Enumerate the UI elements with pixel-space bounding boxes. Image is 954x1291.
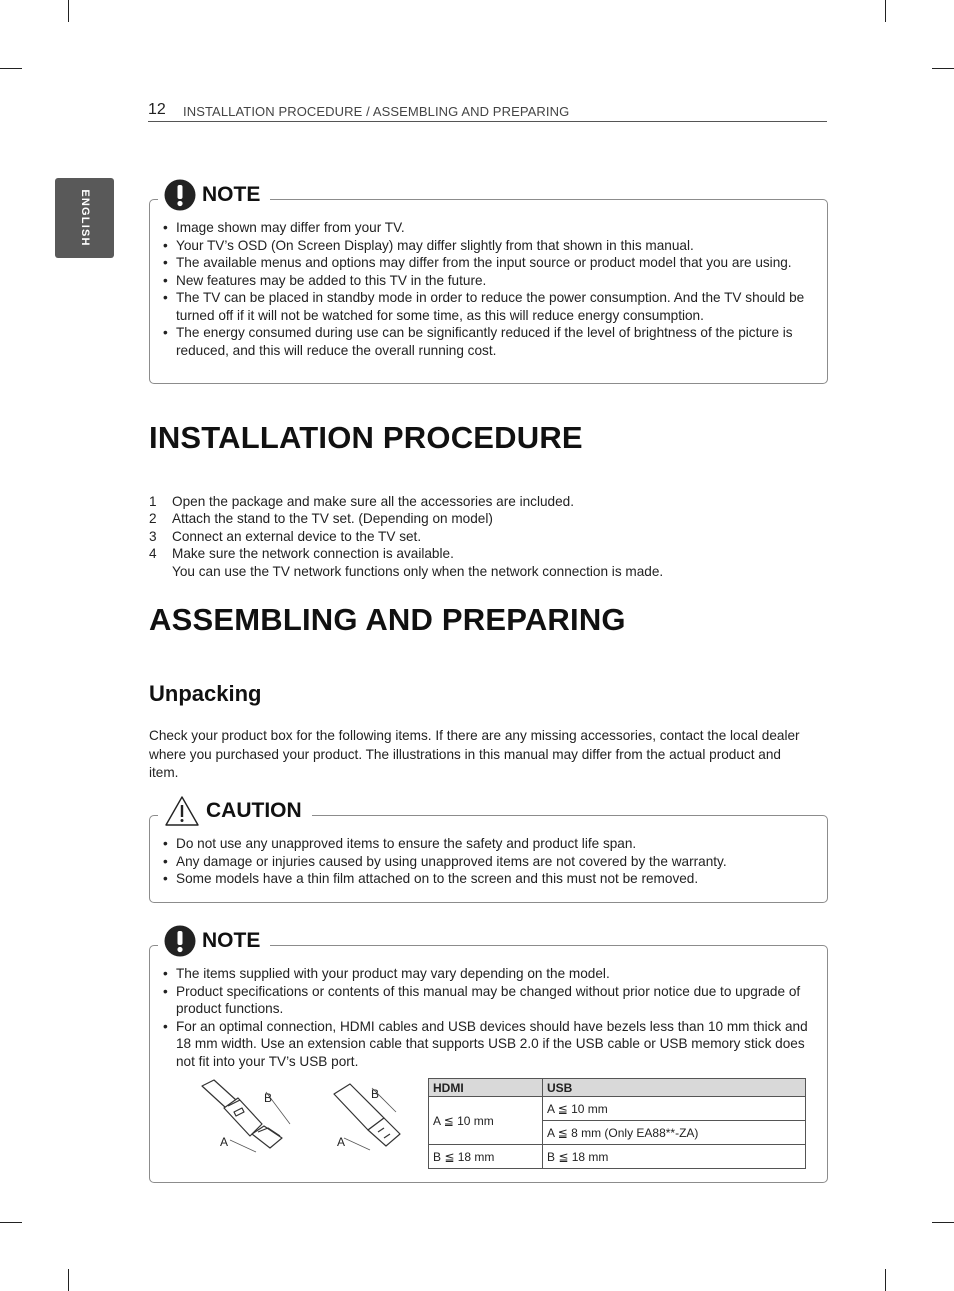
- list-item: • For an optimal connection, HDMI cables and USB devices should have bezels less than 10 mm thick and 18 mm width. Use an extension cable that supports USB 2.0 if the USB cable or USB memory stick does not fit into your TV’s USB port.: [176, 1018, 816, 1071]
- step-text: Attach the stand to the TV set. (Depending on model): [172, 511, 493, 527]
- installation-heading: INSTALLATION PROCEDURE: [149, 420, 583, 455]
- page-number: 12: [148, 101, 166, 118]
- table-cell: B ≦ 18 mm: [543, 1145, 806, 1169]
- list-item: • The energy consumed during use can be significantly reduced if the level of brightness of the picture is reduced, and this will reduce the overall running cost.: [176, 324, 816, 359]
- exclamation-icon: [164, 179, 196, 211]
- dimension-label-b: B: [371, 1087, 380, 1101]
- step-text: Make sure the network connection is available.: [172, 546, 454, 562]
- note-heading: [158, 175, 270, 215]
- step-item: [149, 545, 663, 562]
- list-item: • Product specifications or contents of this manual may be changed without prior notice due to upgrade of product functions.: [176, 983, 816, 1018]
- language-tab: [55, 178, 114, 258]
- crop-mark: [0, 68, 22, 69]
- installation-steps: [149, 493, 663, 580]
- language-tab-label: ENGLISH: [79, 189, 91, 247]
- step-text: You can use the TV network functions only when the network connection is made.: [172, 563, 664, 579]
- crop-mark: [68, 0, 69, 22]
- crop-mark: [885, 0, 886, 22]
- step-number: 1: [149, 494, 157, 509]
- note-list: [176, 965, 816, 1070]
- list-item: • The TV can be placed in standby mode in order to reduce the power consumption. And the TV should be turned off if it will not be watched for some time, as this will reduce energy consumption.: [176, 289, 816, 324]
- note-heading: [158, 921, 270, 961]
- hdmi-plug-illustration: [196, 1078, 306, 1158]
- caution-list: [176, 835, 816, 888]
- note-label: NOTE: [202, 183, 261, 206]
- header-rule: [148, 121, 827, 122]
- table-header-cell: HDMI: [429, 1079, 543, 1097]
- crop-mark: [932, 1222, 954, 1223]
- step-text: Open the package and make sure all the accessories are included.: [172, 494, 575, 509]
- unpacking-heading: Unpacking: [149, 681, 262, 706]
- table-header-cell: USB: [543, 1079, 806, 1097]
- unpacking-paragraph: Check your product box for the following items. If there are any missing accessories, contact the local dealer where you purchased your product. The illustrations in this manual may differ from the actual product and item.: [149, 728, 800, 780]
- table-row: [429, 1097, 806, 1121]
- note-label: NOTE: [202, 929, 261, 952]
- step-item: [149, 528, 663, 545]
- dimension-label-a: A: [337, 1135, 346, 1149]
- list-item: • Some models have a thin film attached on to the screen and this must not be removed.: [176, 870, 816, 888]
- list-item: • Image shown may differ from your TV.: [176, 219, 816, 237]
- table-row: [429, 1145, 806, 1169]
- usb-stick-illustration: [330, 1078, 410, 1158]
- dimension-label-a: A: [220, 1135, 229, 1149]
- crop-mark: [932, 68, 954, 69]
- table-cell: A ≦ 10 mm: [543, 1097, 806, 1121]
- caution-heading: [158, 791, 312, 831]
- dimension-label-b: B: [264, 1091, 273, 1105]
- crop-mark: [0, 1222, 22, 1223]
- step-number: 4: [149, 546, 157, 562]
- assembling-heading: ASSEMBLING AND PREPARING: [149, 602, 626, 637]
- table-cell: A ≦ 10 mm: [429, 1097, 543, 1145]
- warning-triangle-icon: [164, 795, 200, 827]
- step-number: 2: [149, 511, 157, 527]
- table-header-row: [429, 1079, 806, 1097]
- list-item: • Any damage or injuries caused by using unapproved items are not covered by the warranty.: [176, 853, 816, 871]
- note-list: [176, 219, 816, 359]
- list-item: • New features may be added to this TV in the future.: [176, 272, 816, 290]
- table-cell: B ≦ 18 mm: [429, 1145, 543, 1169]
- step-item: [149, 510, 663, 527]
- list-item: • The available menus and options may differ from the input source or product model that you are using.: [176, 254, 816, 272]
- step-item: [149, 493, 663, 510]
- connector-size-table: [428, 1078, 806, 1169]
- caution-label: CAUTION: [206, 799, 302, 822]
- list-item: • Your TV’s OSD (On Screen Display) may differ slightly from that shown in this manual.: [176, 237, 816, 255]
- list-item: • Do not use any unapproved items to ensure the safety and product life span.: [176, 835, 816, 853]
- running-header: INSTALLATION PROCEDURE / ASSEMBLING AND PREPARING: [183, 104, 570, 119]
- step-item-continuation: [149, 563, 663, 580]
- step-number: 3: [149, 528, 157, 544]
- step-text: Connect an external device to the TV set.: [172, 528, 422, 544]
- crop-mark: [885, 1269, 886, 1291]
- list-item: • The items supplied with your product may vary depending on the model.: [176, 965, 816, 983]
- crop-mark: [68, 1269, 69, 1291]
- table-cell: A ≦ 8 mm (Only EA88**-ZA): [543, 1121, 806, 1145]
- exclamation-icon: [164, 925, 196, 957]
